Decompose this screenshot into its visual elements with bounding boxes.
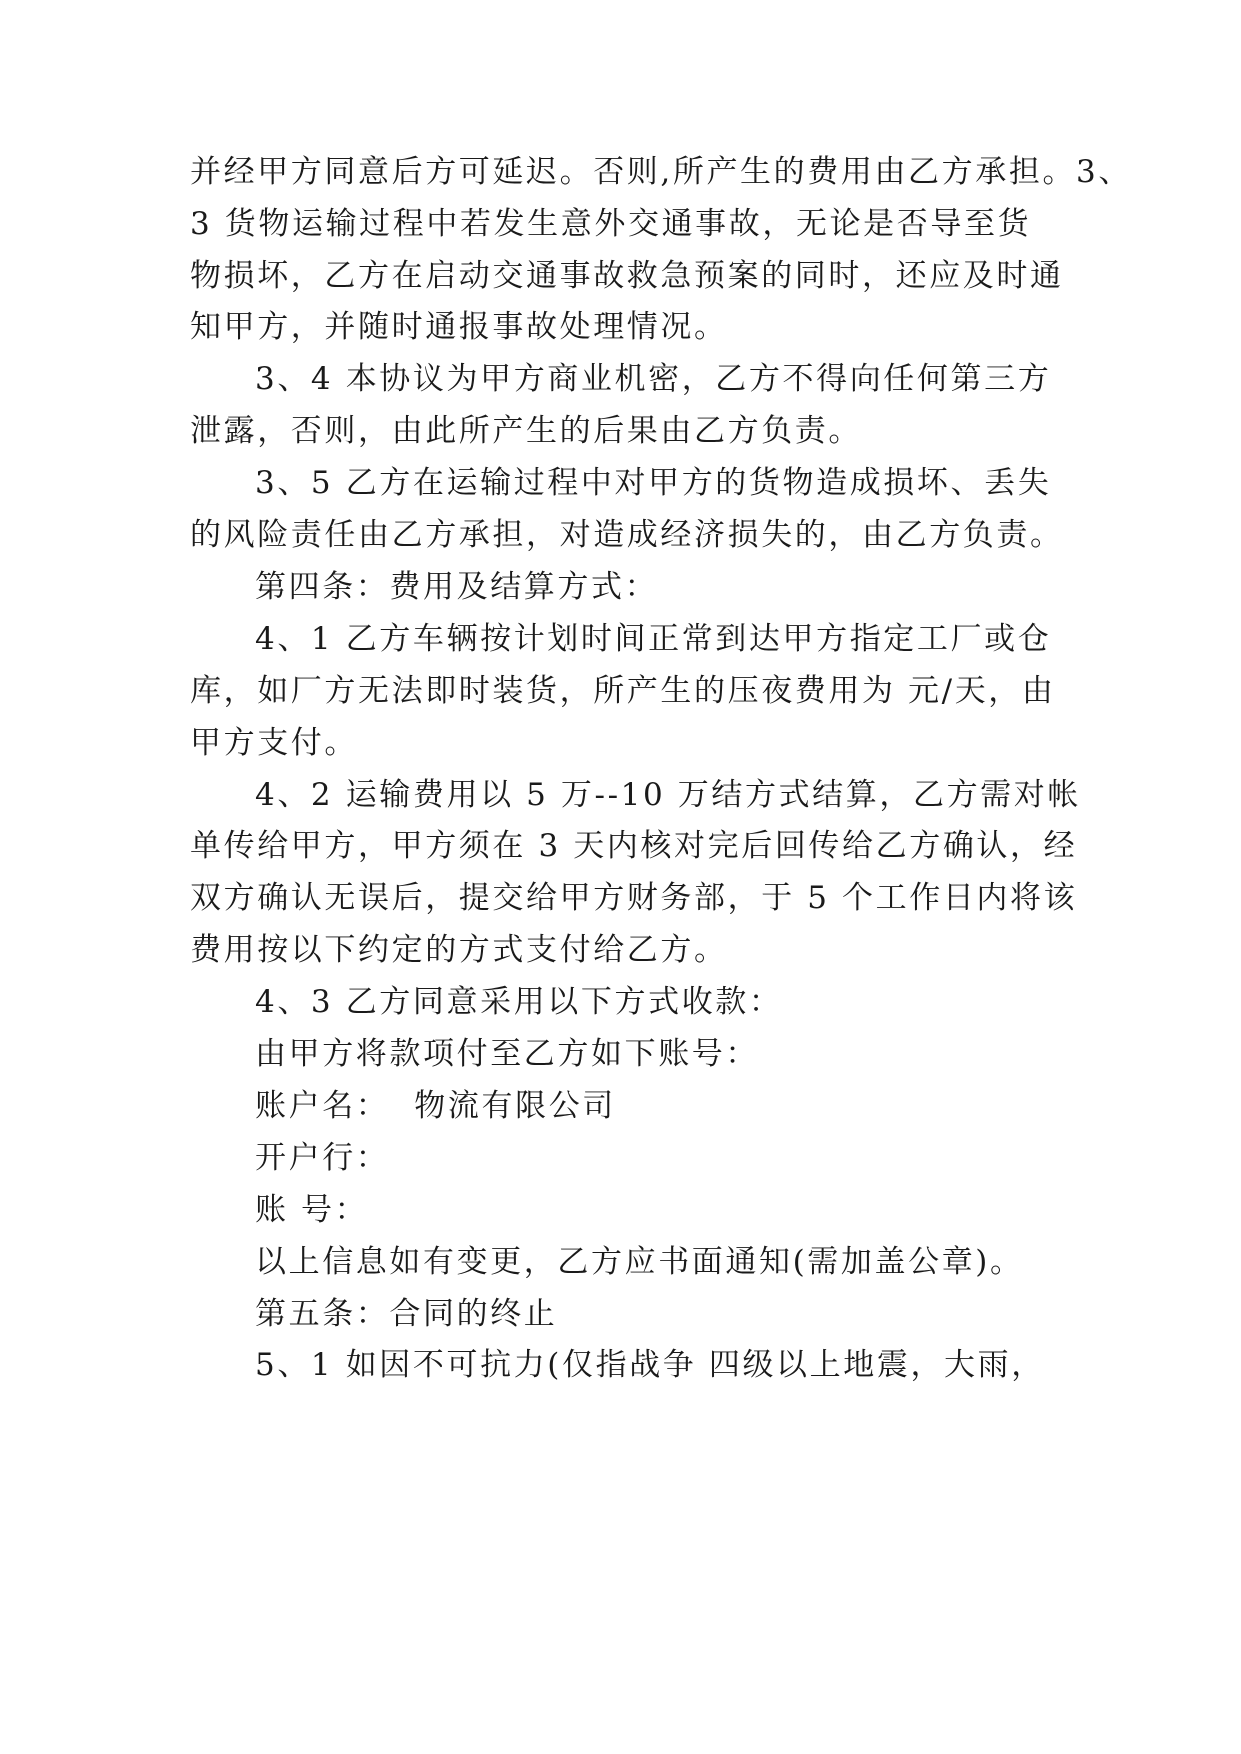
body-line: 泄露，否则，由此所产生的后果由乙方负责。 — [190, 413, 862, 449]
body-line: 并经甲方同意后方可延迟。否则,所产生的费用由乙方承担。3、 — [190, 154, 1132, 190]
body-line: 3 货物运输过程中若发生意外交通事故，无论是否导至货 — [190, 206, 1032, 242]
body-line: 的风险责任由乙方承担，对造成经济损失的，由乙方负责。 — [190, 517, 1064, 553]
clause-5-1: 5、1 如因不可抗力(仅指战争 四级以上地震，大雨， — [255, 1347, 1045, 1383]
body-line: 物损坏，乙方在启动交通事故救急预案的同时，还应及时通 — [190, 258, 1064, 294]
body-line: 库，如厂方无法即时装货，所产生的压夜费用为 元/天，由 — [190, 673, 1056, 709]
clause-4-1: 4、1 乙方车辆按计划时间正常到达甲方指定工厂或仓 — [255, 621, 1052, 657]
clause-3-5: 3、5 乙方在运输过程中对甲方的货物造成损坏、丢失 — [255, 465, 1052, 501]
info-change-notice: 以上信息如有变更，乙方应书面通知(需加盖公章)。 — [255, 1244, 1024, 1280]
body-line: 单传给甲方，甲方须在 3 天内核对完后回传给乙方确认，经 — [190, 828, 1078, 864]
body-line: 费用按以下约定的方式支付给乙方。 — [190, 932, 728, 968]
clause-3-4: 3、4 本协议为甲方商业机密，乙方不得向任何第三方 — [255, 361, 1052, 397]
account-number: 账 号： — [255, 1192, 369, 1228]
body-line: 知甲方，并随时通报事故处理情况。 — [190, 309, 728, 345]
clause-4-2: 4、2 运输费用以 5 万--10 万结方式结算，乙方需对帐 — [255, 777, 1081, 813]
bank-name: 开户行： — [255, 1140, 390, 1176]
section-heading-article-4: 第四条：费用及结算方式： — [255, 569, 659, 605]
section-heading-article-5: 第五条：合同的终止 — [255, 1296, 558, 1332]
clause-4-3: 4、3 乙方同意采用以下方式收款： — [255, 984, 783, 1020]
payment-instruction: 由甲方将款项付至乙方如下账号： — [255, 1036, 759, 1072]
account-name: 账户名： 物流有限公司 — [255, 1088, 616, 1124]
body-line: 双方确认无误后，提交给甲方财务部，于 5 个工作日内将该 — [190, 880, 1078, 916]
body-line: 甲方支付。 — [190, 725, 358, 761]
